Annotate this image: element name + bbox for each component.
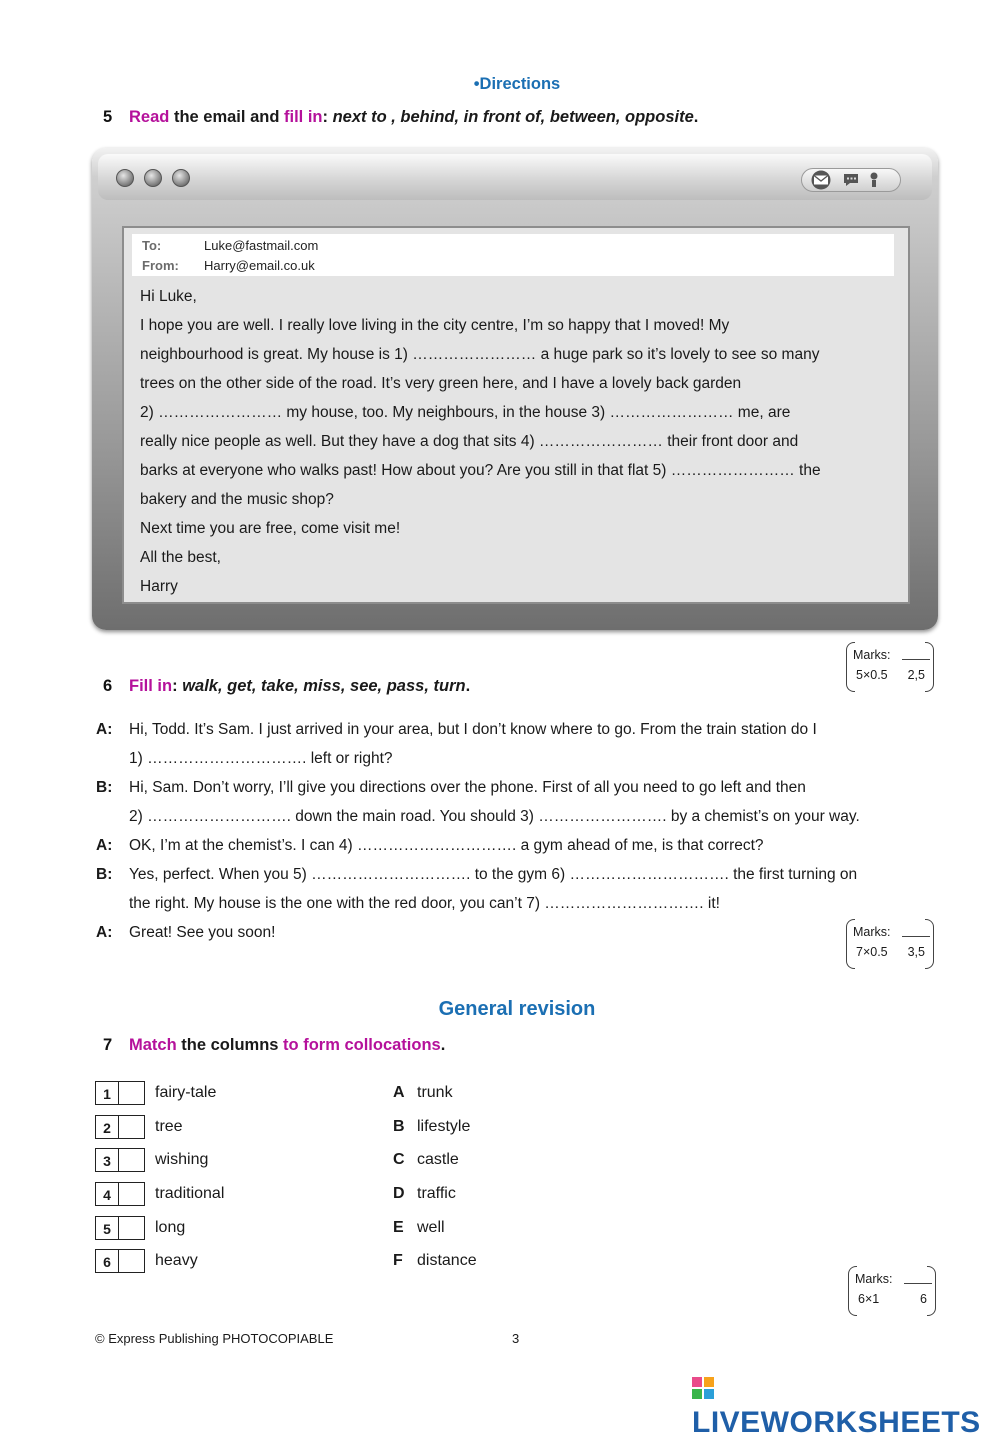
word-list: next to , behind, in front of, between, opposite — [332, 108, 694, 126]
speaker: B: — [96, 866, 113, 883]
left-word: long — [155, 1219, 186, 1236]
section-title-general-revision: General revision — [438, 998, 596, 1020]
form-collocations-keyword: to form collocations — [283, 1036, 441, 1054]
right-letter: B — [393, 1118, 405, 1135]
answer-box[interactable] — [95, 1115, 145, 1139]
right-word: distance — [417, 1252, 477, 1269]
email-line: 2) …………………… my house, too. My neighbours, in the house 3) …………………… me, are — [140, 404, 791, 421]
window-titlebar — [98, 154, 932, 200]
speaker: A: — [96, 924, 113, 941]
answer-box[interactable] — [95, 1148, 145, 1172]
email-line: barks at everyone who walks past! How about you? Are you still in that flat 5) …………………… the — [140, 462, 821, 479]
to-value: Luke@fastmail.com — [204, 238, 319, 253]
email-line: trees on the other side of the road. It’s very green here, and I have a lovely back garden — [140, 375, 742, 392]
email-line: Next time you are free, come visit me! — [140, 520, 401, 537]
email-line: Harry — [140, 578, 178, 595]
from-label: From: — [142, 258, 179, 273]
right-letter: C — [393, 1151, 405, 1168]
marks-label: Marks: — [855, 1272, 893, 1286]
exercise-7-number: 7 — [103, 1036, 113, 1054]
exercise-7-instruction — [103, 1036, 445, 1055]
marks-formula: 7×0.5 — [856, 945, 888, 959]
dialogue-line: Hi, Todd. It’s Sam. I just arrived in your area, but I don’t know where to go. From the train station do I — [129, 721, 817, 738]
window-button-icon[interactable] — [116, 169, 134, 187]
dialogue-line: OK, I’m at the chemist’s. I can 4) …………………………. a gym ahead of me, is that correct? — [129, 837, 764, 854]
left-word: wishing — [155, 1151, 209, 1168]
window-button-icon[interactable] — [172, 169, 190, 187]
marks-score: 6 — [920, 1292, 927, 1306]
to-label: To: — [142, 238, 162, 253]
speaker: A: — [96, 837, 113, 854]
colon: : — [322, 108, 328, 126]
left-word: fairy-tale — [155, 1084, 217, 1101]
left-word: traditional — [155, 1185, 225, 1202]
right-word: well — [417, 1219, 445, 1236]
marks-formula: 6×1 — [858, 1292, 880, 1306]
toolbar-pill — [801, 168, 901, 192]
liveworksheets-logo — [692, 1372, 1000, 1440]
left-word: tree — [155, 1118, 183, 1135]
exercise-6-instruction — [103, 677, 470, 696]
right-word: lifestyle — [417, 1118, 471, 1135]
read-keyword: Read — [129, 108, 170, 126]
email-panel — [122, 226, 910, 604]
marks-box-ex6 — [846, 919, 934, 969]
email-line: I hope you are well. I really love living in the city centre, I’m so happy that I moved! My — [140, 317, 730, 334]
exercise-5-number: 5 — [103, 108, 113, 126]
right-word: traffic — [417, 1185, 456, 1202]
left-word: heavy — [155, 1252, 198, 1269]
marks-score: 3,5 — [907, 945, 925, 959]
chat-icon[interactable] — [842, 172, 860, 188]
item-number: 2 — [96, 1116, 119, 1138]
email-header — [132, 234, 894, 276]
from-value: Harry@email.co.uk — [204, 258, 315, 273]
marks-box-ex7 — [848, 1266, 936, 1316]
answer-box[interactable] — [95, 1216, 145, 1240]
right-letter: F — [393, 1252, 403, 1269]
user-icon[interactable] — [866, 171, 882, 189]
mail-icon[interactable] — [806, 170, 836, 190]
right-letter: D — [393, 1185, 405, 1202]
page-number: 3 — [512, 1331, 520, 1346]
right-letter: A — [393, 1084, 405, 1101]
answer-box[interactable] — [95, 1182, 145, 1206]
email-window — [92, 148, 938, 630]
speaker: B: — [96, 779, 113, 796]
email-line: bakery and the music shop? — [140, 491, 334, 508]
marks-label: Marks: — [853, 648, 891, 662]
marks-score: 2,5 — [907, 668, 925, 682]
exercise-6-number: 6 — [103, 677, 113, 695]
period: . — [440, 1036, 446, 1054]
word-list: walk, get, take, miss, see, pass, turn — [182, 677, 466, 695]
window-button-icon[interactable] — [144, 169, 162, 187]
email-line: All the best, — [140, 549, 221, 566]
match-keyword: Match — [129, 1036, 177, 1054]
dialogue-line: Great! See you soon! — [129, 924, 276, 941]
item-number: 6 — [96, 1250, 119, 1272]
item-number: 5 — [96, 1217, 119, 1239]
colon: : — [172, 677, 178, 695]
logo-text: LIVEWORKSHEETS — [692, 1406, 981, 1439]
answer-box[interactable] — [95, 1249, 145, 1273]
email-line: Hi Luke, — [140, 288, 197, 305]
copyright: © Express Publishing PHOTOCOPIABLE — [95, 1331, 334, 1346]
fill-in-keyword: Fill in — [129, 677, 173, 695]
instruction-text: the email and — [173, 108, 280, 126]
dialogue-line: Hi, Sam. Don’t worry, I’ll give you directions over the phone. First of all you need to go left and then — [129, 779, 806, 796]
dialogue-line: the right. My house is the one with the red door, you can’t 7) …………………………. it! — [129, 895, 720, 912]
marks-label: Marks: — [853, 925, 891, 939]
period: . — [693, 108, 699, 126]
dialogue-line: 1) …………………………. left or right? — [129, 750, 393, 767]
right-word: trunk — [417, 1084, 453, 1101]
marks-box-ex5 — [846, 642, 934, 692]
dialogue-line: 2) ………………………. down the main road. You should 3) ……………………. by a chemist’s on your way. — [129, 808, 860, 825]
right-word: castle — [417, 1151, 459, 1168]
email-line: neighbourhood is great. My house is 1) …………………… a huge park so it’s lovely to see so many — [140, 346, 820, 363]
fill-in-keyword: fill in — [284, 108, 323, 126]
right-letter: E — [393, 1219, 404, 1236]
exercise-5-instruction — [103, 108, 698, 127]
speaker: A: — [96, 721, 113, 738]
item-number: 1 — [96, 1082, 119, 1104]
item-number: 3 — [96, 1149, 119, 1171]
answer-box[interactable] — [95, 1081, 145, 1105]
item-number: 4 — [96, 1183, 119, 1205]
marks-formula: 5×0.5 — [856, 668, 888, 682]
liveworksheets-logo-icon — [692, 1377, 714, 1399]
email-line: really nice people as well. But they have a dog that sits 4) …………………… their front door and — [140, 433, 799, 450]
email-body — [140, 282, 896, 601]
dialogue-line: Yes, perfect. When you 5) …………………………. to the gym 6) …………………………. the first turning on — [129, 866, 858, 883]
period: . — [465, 677, 471, 695]
instruction-text: the columns — [181, 1036, 279, 1054]
section-title-directions: •Directions — [473, 75, 561, 93]
